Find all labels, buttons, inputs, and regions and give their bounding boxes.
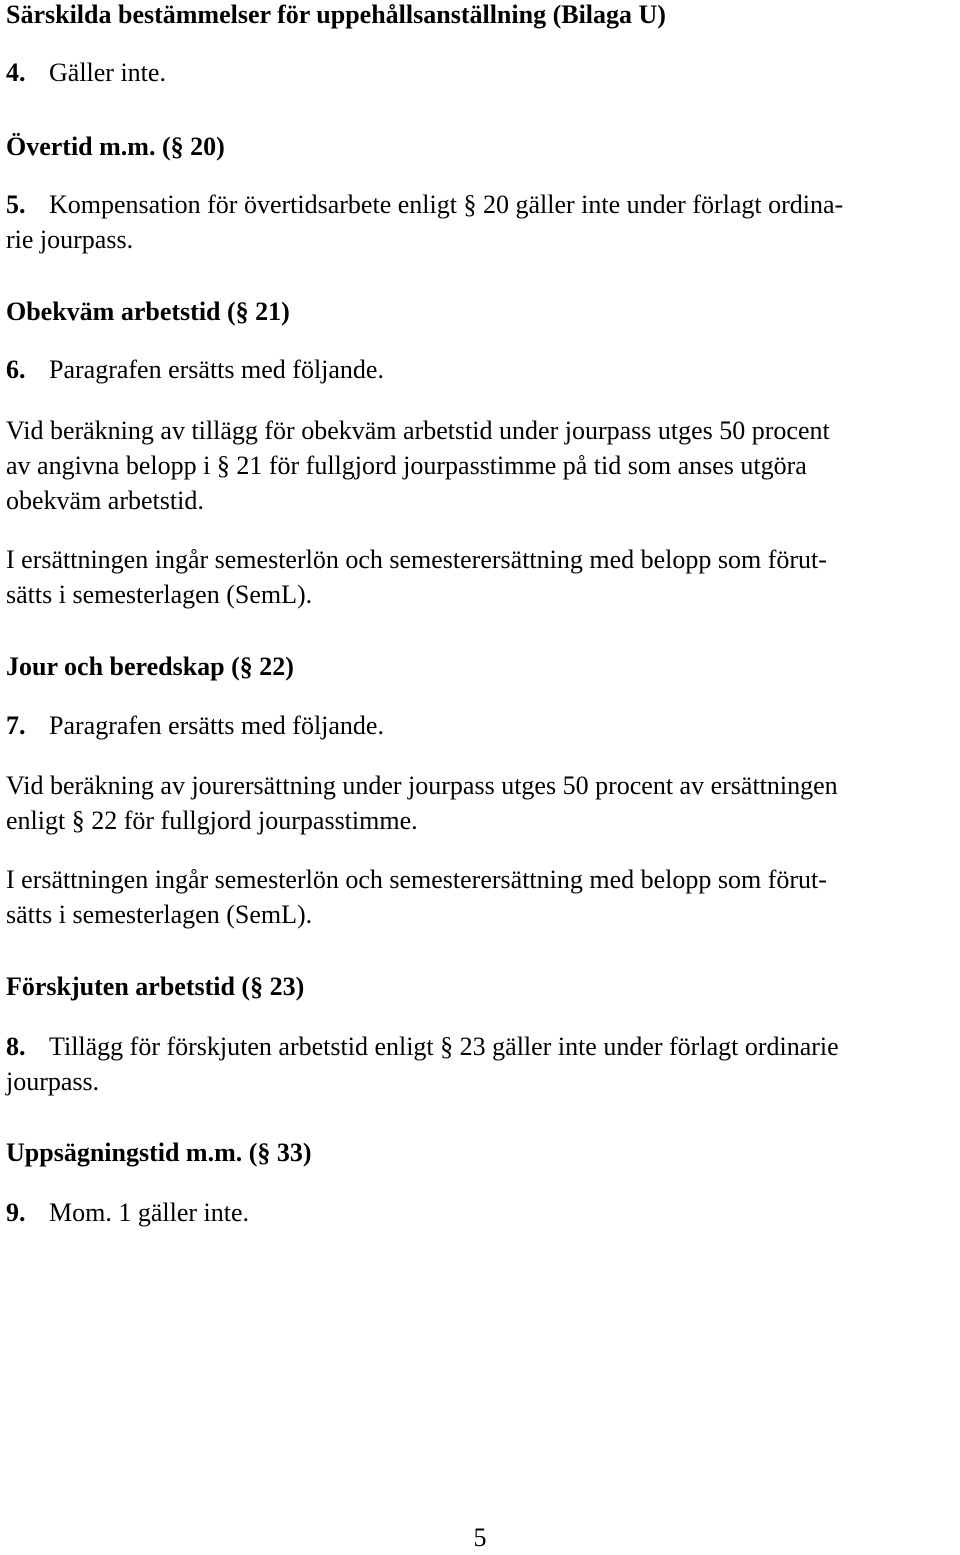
item-8-line-1-pre: Tillägg för förskjuten arbetstid enligt [49,1032,441,1061]
section-heading-forskjuten-pre: Förskjuten arbetstid ( [6,972,251,1001]
section-heading-overtid [6,129,225,164]
item-4 [6,55,166,90]
item-8-number: 8. [6,1032,26,1061]
section-sign: § [216,451,230,480]
item-5-line-2 [6,222,133,257]
item-6-p1-line-1 [6,413,830,448]
item-5-line-1 [6,187,843,222]
item-6-p2-line-2-text: sätts i semesterlagen (SemL). [6,580,313,609]
section-sign: § [170,132,184,161]
item-7-p1-line-1 [6,768,838,803]
item-6-p2-line-1-text: I ersättningen ingår semesterlön och semesterersättning med belopp som förut- [6,545,827,574]
section-sign: § [440,1032,454,1061]
item-6 [6,352,384,387]
item-7-p2-line-1-text: I ersättningen ingår semesterlön och semesterersättning med belopp som förut- [6,865,827,894]
section-sign: § [250,972,264,1001]
item-8-line-1 [6,1029,839,1064]
section-heading-forskjuten [6,969,304,1004]
item-5-line-1-pre: Kompensation för övertidsarbete enligt [49,190,464,219]
item-6-p1-line-2-pre: av angivna belopp i [6,451,217,480]
section-sign: § [239,652,253,681]
item-6-text: Paragrafen ersätts med följande. [49,355,384,384]
item-6-p1-line-2 [6,448,807,483]
section-heading-uppsagning-pre: Uppsägningstid m.m. ( [6,1138,258,1167]
section-heading-overtid-post: 20) [183,132,225,161]
item-4-number: 4. [6,58,26,87]
document-heading-text: Särskilda bestämmelser för uppehållsanställning (Bilaga U) [6,0,666,29]
page-number: 5 [473,1523,487,1552]
item-6-p2-line-2 [6,577,312,612]
item-7-p1-line-2 [6,803,418,838]
section-heading-overtid-pre: Övertid m.m. ( [6,132,171,161]
section-heading-obekvam-pre: Obekväm arbetstid ( [6,297,236,326]
item-7-p2-line-1 [6,862,827,897]
item-5-line-2-text: rie jourpass. [6,225,134,254]
item-7-number: 7. [6,711,26,740]
section-heading-jour [6,649,294,684]
section-heading-uppsagning [6,1135,312,1170]
item-8-line-2 [6,1064,99,1099]
item-7-p1-line-2-post: 22 för fullgjord jourpasstimme. [84,806,418,835]
section-heading-jour-post: 22) [252,652,294,681]
section-sign: § [235,297,249,326]
item-7-p1-line-1-text: Vid beräkning av jourersättning under jourpass utges 50 procent av ersättningen [6,771,838,800]
section-heading-uppsagning-post: 33) [270,1138,312,1167]
item-8-line-1-post: 23 gäller inte under förlagt ordinarie [453,1032,839,1061]
item-5-number: 5. [6,190,26,219]
section-heading-obekvam [6,294,290,329]
item-9 [6,1195,249,1230]
item-7-p1-line-2-pre: enligt [6,806,72,835]
section-sign: § [463,190,477,219]
section-heading-obekvam-post: 21) [248,297,290,326]
item-4-text: Gäller inte. [49,58,166,87]
item-6-p1-line-3 [6,483,204,518]
item-7-p2-line-2 [6,897,312,932]
section-sign: § [257,1138,271,1167]
item-8-line-2-text: jourpass. [6,1067,100,1096]
item-6-number: 6. [6,355,26,384]
item-9-text: Mom. 1 gäller inte. [49,1198,250,1227]
item-7-text: Paragrafen ersätts med följande. [49,711,384,740]
document-heading [6,0,666,32]
item-7 [6,708,384,743]
section-heading-forskjuten-post: 23) [263,972,305,1001]
item-6-p1-line-2-post: 21 för fullgjord jourpasstimme på tid som anses utgöra [229,451,807,480]
item-6-p2-line-1 [6,542,827,577]
item-5-line-1-post: 20 gäller inte under förlagt ordina- [476,190,844,219]
section-heading-jour-pre: Jour och beredskap ( [6,652,240,681]
item-6-p1-line-3-text: obekväm arbetstid. [6,486,204,515]
item-6-p1-line-1-text: Vid beräkning av tillägg för obekväm arbetstid under jourpass utges 50 procent [6,416,830,445]
item-7-p2-line-2-text: sätts i semesterlagen (SemL). [6,900,313,929]
item-9-number: 9. [6,1198,26,1227]
section-sign: § [71,806,85,835]
